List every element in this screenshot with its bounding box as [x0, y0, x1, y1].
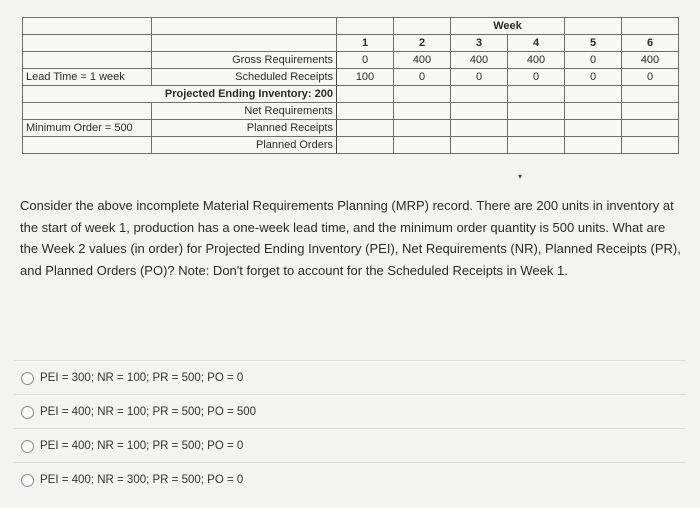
lead-time-label: Lead Time = 1 week: [23, 69, 152, 86]
table-cell: [394, 86, 451, 103]
table-cell: [622, 86, 679, 103]
table-cell: [622, 103, 679, 120]
table-cell: [565, 120, 622, 137]
table-cell: 400: [394, 52, 451, 69]
question-text: Consider the above incomplete Material Requirements Planning (MRP) record. There are 200 units in inventory at the start of week 1, production has a one-week lead time, and the minimum order quantity is 500 units. What are the Week 2 values (in order) for Projected Ending Inventory (PEI), Net Requirements (NR), Planned Receipts (PR), and Planned Orders (PO)? Note: Don't forget to account for the Scheduled Receipts in Week 1.: [20, 198, 681, 278]
row-label: Scheduled Receipts: [152, 69, 337, 86]
blank-cell: [152, 35, 337, 52]
table-cell: [451, 120, 508, 137]
row-label: Net Requirements: [152, 103, 337, 120]
option-label: PEI = 300; NR = 100; PR = 500; PO = 0: [40, 372, 244, 384]
option-label: PEI = 400; NR = 100; PR = 500; PO = 0: [40, 440, 244, 452]
radio-button-icon[interactable]: [21, 372, 34, 385]
table-cell: [565, 86, 622, 103]
table-row-net-requirements: [23, 103, 679, 120]
blank-cell: [337, 18, 394, 35]
table-row: [23, 35, 679, 52]
table-row-planned-orders: [23, 137, 679, 154]
row-label: Gross Requirements: [152, 52, 337, 69]
table-cell: 100: [337, 69, 394, 86]
table-cell: [337, 86, 394, 103]
table-row-planned-receipts: [23, 120, 679, 137]
table-cell: 0: [337, 52, 394, 69]
table-cell: [451, 86, 508, 103]
row-left-label: [23, 103, 152, 120]
week-number: 3: [451, 35, 508, 52]
blank-cell: [152, 18, 337, 35]
table-cell: [508, 86, 565, 103]
week-number: 1: [337, 35, 394, 52]
week-number: 2: [394, 35, 451, 52]
table-cell: [508, 103, 565, 120]
stray-mark: ▾: [518, 172, 523, 181]
table-cell: 400: [508, 52, 565, 69]
table-cell: [337, 103, 394, 120]
table-cell: [622, 120, 679, 137]
radio-button-icon[interactable]: [21, 440, 34, 453]
radio-button-icon[interactable]: [21, 474, 34, 487]
minimum-order-label: Minimum Order = 500: [23, 120, 152, 137]
table-cell: [451, 137, 508, 154]
option-label: PEI = 400; NR = 100; PR = 500; PO = 500: [40, 406, 257, 418]
table-row-projected-ending-inventory: [23, 86, 679, 103]
blank-cell: [394, 18, 451, 35]
table-cell: [394, 103, 451, 120]
row-label: Projected Ending Inventory: 200: [23, 86, 337, 103]
table-cell: [565, 137, 622, 154]
week-header: Week: [451, 18, 565, 35]
table-cell: [394, 137, 451, 154]
table-cell: [394, 120, 451, 137]
week-number: 5: [565, 35, 622, 52]
row-label: Planned Receipts: [152, 120, 337, 137]
table-row-gross-requirements: [23, 52, 679, 69]
table-row: [23, 18, 679, 35]
table-cell: [451, 103, 508, 120]
table-cell: 0: [508, 69, 565, 86]
table-cell: [508, 120, 565, 137]
week-number: 4: [508, 35, 565, 52]
table-cell: 0: [622, 69, 679, 86]
blank-cell: [23, 18, 152, 35]
table-cell: [337, 137, 394, 154]
mrp-record-table: [22, 17, 679, 154]
table-cell: 0: [565, 52, 622, 69]
table-cell: [622, 137, 679, 154]
answer-option-2[interactable]: [14, 394, 686, 429]
answer-option-4[interactable]: [14, 462, 686, 497]
row-left-label: [23, 52, 152, 69]
table-cell: 400: [451, 52, 508, 69]
table-cell: 0: [451, 69, 508, 86]
week-number: 6: [622, 35, 679, 52]
answer-option-3[interactable]: [14, 428, 686, 463]
table-row-scheduled-receipts: [23, 69, 679, 86]
table-cell: [565, 103, 622, 120]
row-label: Planned Orders: [152, 137, 337, 154]
table-cell: 0: [565, 69, 622, 86]
blank-cell: [23, 35, 152, 52]
table-cell: [508, 137, 565, 154]
blank-cell: [622, 18, 679, 35]
radio-button-icon[interactable]: [21, 406, 34, 419]
row-left-label: [23, 137, 152, 154]
table-cell: [337, 120, 394, 137]
option-label: PEI = 400; NR = 300; PR = 500; PO = 0: [40, 474, 244, 486]
table-cell: 400: [622, 52, 679, 69]
blank-cell: [565, 18, 622, 35]
table-cell: 0: [394, 69, 451, 86]
answer-option-1[interactable]: [14, 360, 686, 395]
